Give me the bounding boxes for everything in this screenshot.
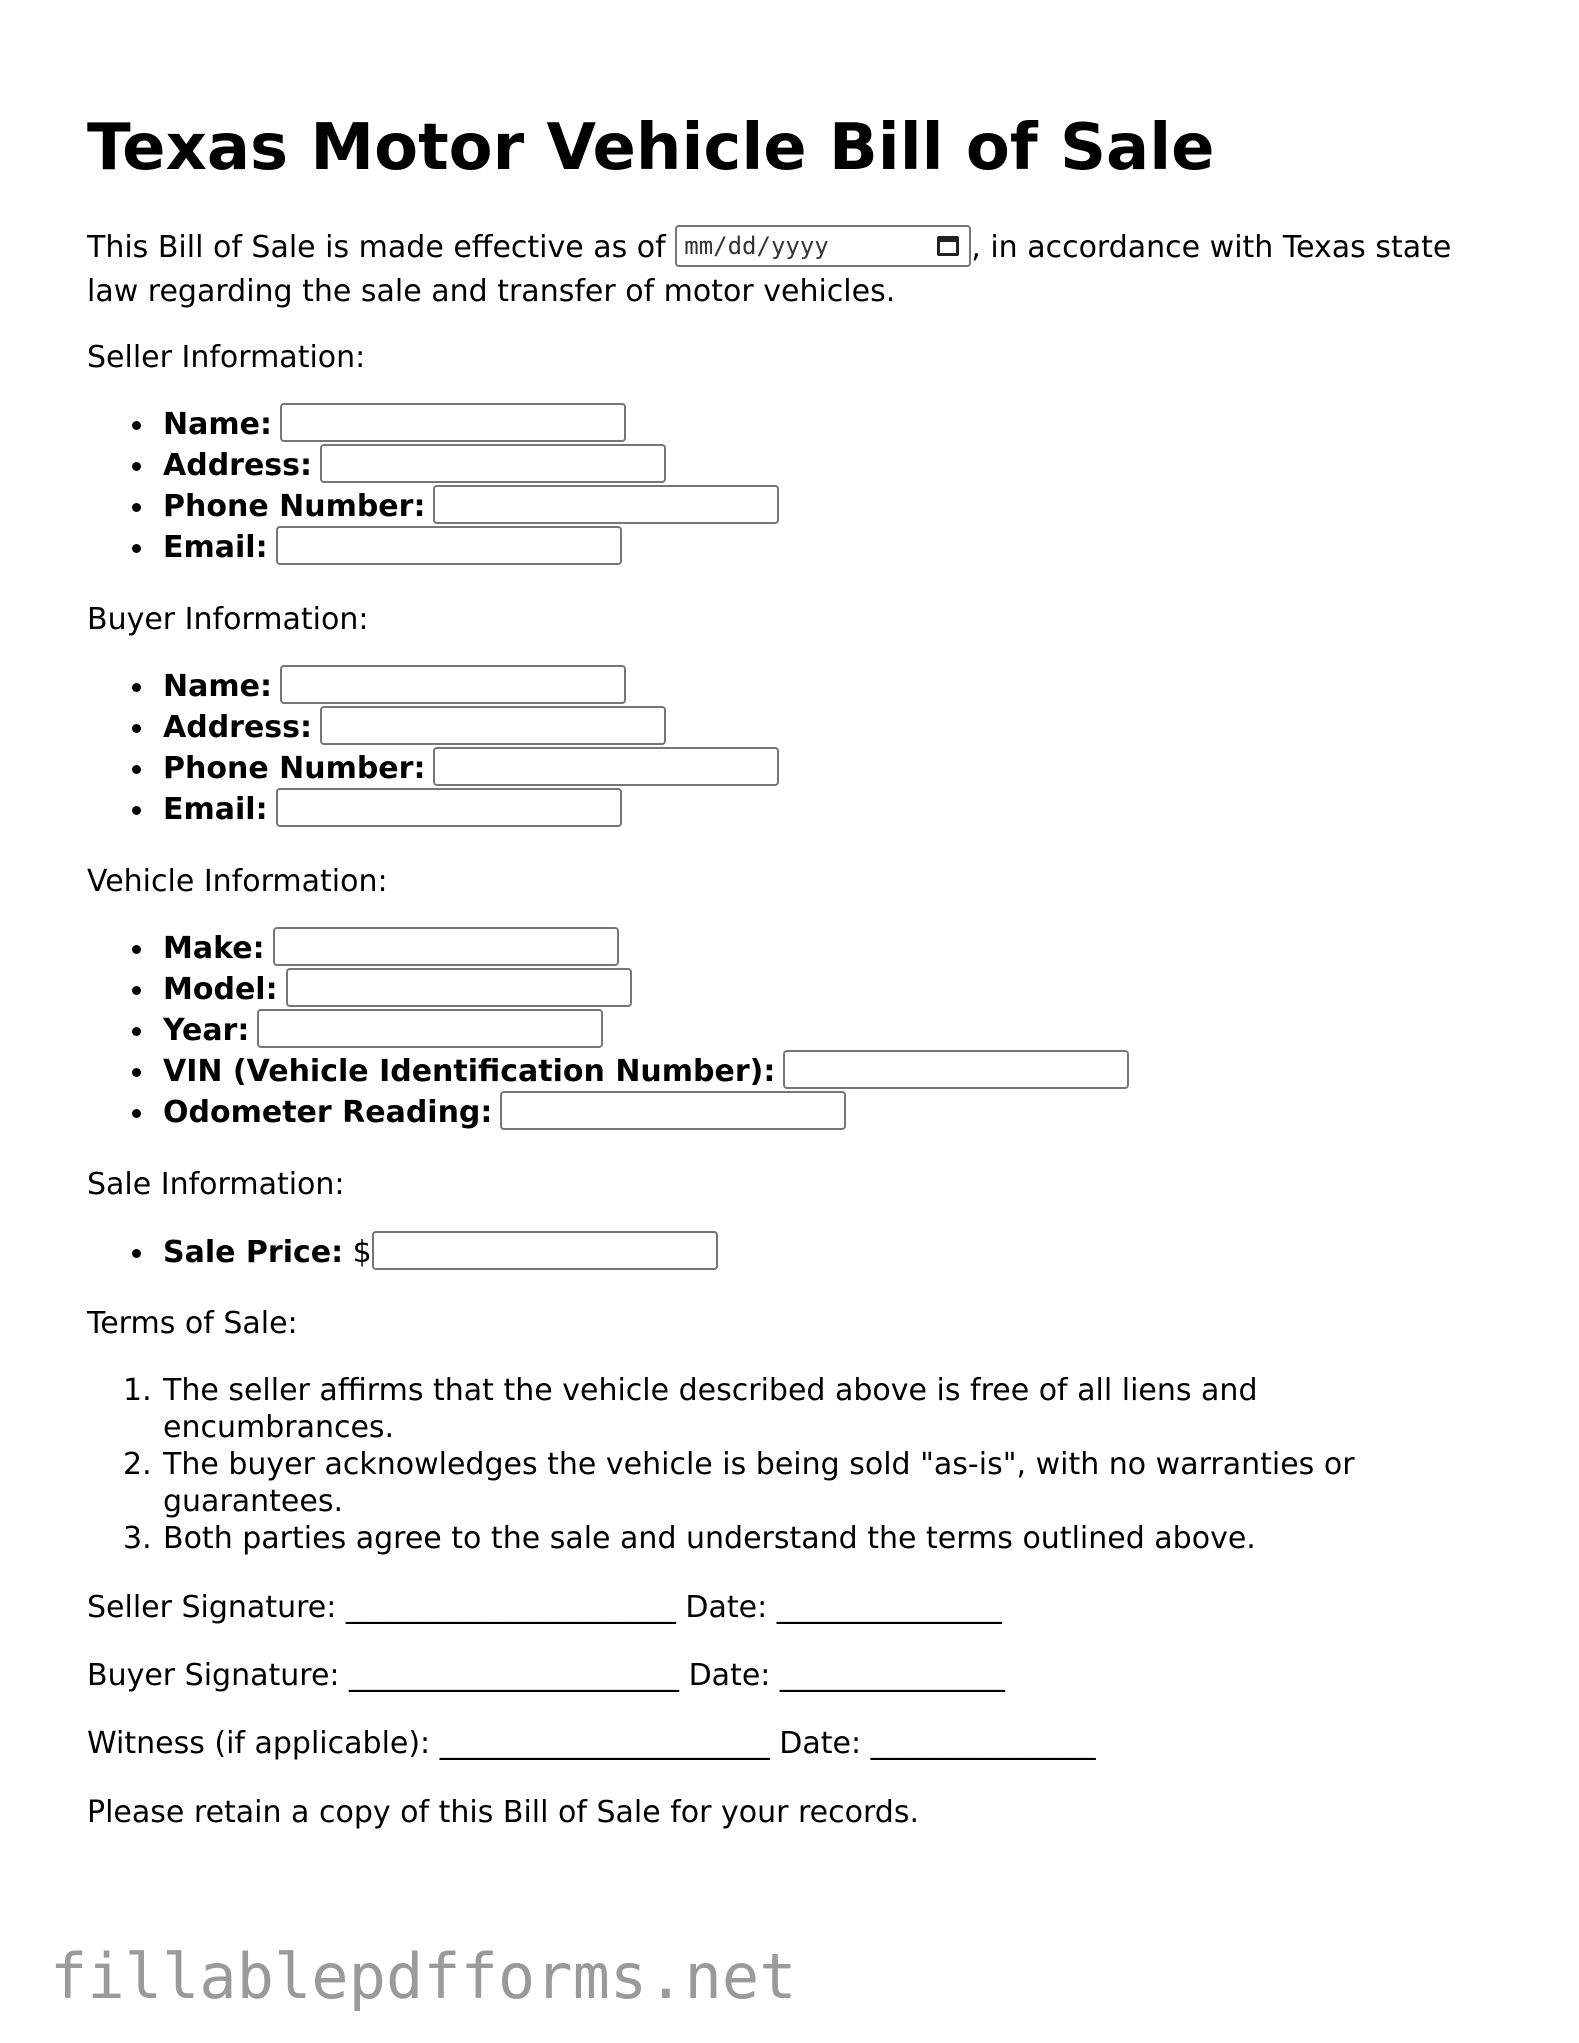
term-number: 1. <box>123 1373 152 1408</box>
sale-price-label: Sale Price: <box>163 1235 344 1270</box>
buyer-email-label: Email: <box>163 792 268 827</box>
buyer-name-label: Name: <box>163 669 272 704</box>
effective-date-input[interactable] <box>675 225 971 267</box>
buyer-address-label: Address: <box>163 710 313 745</box>
buyer-fields <box>163 666 779 830</box>
vehicle-model-item <box>163 969 1129 1010</box>
vehicle-model-input[interactable] <box>286 968 632 1007</box>
vehicle-heading: Vehicle Information: <box>87 864 388 899</box>
intro-paragraph <box>87 226 1507 314</box>
seller-signature-line: Seller Signature: ______________________ Date: _______________ <box>87 1590 1002 1625</box>
term-item <box>123 1446 1483 1520</box>
term-item <box>123 1520 1483 1557</box>
seller-email-input[interactable] <box>276 526 622 565</box>
calendar-icon[interactable] <box>937 236 959 256</box>
page-title: Texas Motor Vehicle Bill of Sale <box>87 111 1215 185</box>
watermark-text: fillablepdfforms.net <box>50 1940 797 2013</box>
vehicle-year-item <box>163 1010 1129 1051</box>
buyer-address-input[interactable] <box>320 706 666 745</box>
buyer-name-item <box>163 666 779 707</box>
term-text: Both parties agree to the sale and understand the terms outlined above. <box>163 1521 1256 1556</box>
sale-heading: Sale Information: <box>87 1167 345 1202</box>
term-item <box>123 1372 1483 1446</box>
vehicle-fields <box>163 928 1129 1133</box>
seller-email-label: Email: <box>163 530 268 565</box>
intro-text-before: This Bill of Sale is made effective as of <box>87 230 676 265</box>
vehicle-year-input[interactable] <box>257 1009 603 1048</box>
footer-note: Please retain a copy of this Bill of Sale for your records. <box>87 1795 919 1830</box>
buyer-name-input[interactable] <box>280 665 626 704</box>
terms-heading: Terms of Sale: <box>87 1306 298 1341</box>
vehicle-vin-item <box>163 1051 1129 1092</box>
witness-signature-line: Witness (if applicable): ______________________ Date: _______________ <box>87 1726 1096 1761</box>
seller-address-label: Address: <box>163 448 313 483</box>
terms-list <box>123 1372 1483 1557</box>
buyer-email-input[interactable] <box>276 788 622 827</box>
buyer-email-item <box>163 789 779 830</box>
sale-price-item <box>163 1232 718 1273</box>
seller-phone-input[interactable] <box>433 485 779 524</box>
date-placeholder: mm/dd/yyyy <box>684 231 829 260</box>
buyer-phone-label: Phone Number: <box>163 751 426 786</box>
term-text: The seller affirms that the vehicle described above is free of all liens and encumbrances. <box>163 1373 1258 1445</box>
seller-address-input[interactable] <box>320 444 666 483</box>
vehicle-year-label: Year: <box>163 1013 250 1048</box>
sale-fields <box>163 1232 718 1273</box>
seller-phone-label: Phone Number: <box>163 489 426 524</box>
vehicle-vin-input[interactable] <box>783 1050 1129 1089</box>
vehicle-odometer-input[interactable] <box>500 1091 846 1130</box>
vehicle-model-label: Model: <box>163 972 278 1007</box>
seller-email-item <box>163 527 779 568</box>
vehicle-odometer-label: Odometer Reading: <box>163 1095 493 1130</box>
term-number: 2. <box>123 1447 152 1482</box>
term-number: 3. <box>123 1521 152 1556</box>
buyer-phone-item <box>163 748 779 789</box>
vehicle-odometer-item <box>163 1092 1129 1133</box>
vehicle-make-label: Make: <box>163 931 265 966</box>
vehicle-make-input[interactable] <box>273 927 619 966</box>
seller-address-item <box>163 445 779 486</box>
seller-phone-item <box>163 486 779 527</box>
vehicle-make-item <box>163 928 1129 969</box>
seller-name-input[interactable] <box>280 403 626 442</box>
intro-text-after: , in accordance with Texas state law regarding the sale and transfer of motor vehicles. <box>87 230 1452 309</box>
term-text: The buyer acknowledges the vehicle is being sold "as-is", with no warranties or guarantees. <box>163 1447 1355 1519</box>
buyer-heading: Buyer Information: <box>87 602 369 637</box>
seller-heading: Seller Information: <box>87 340 366 375</box>
buyer-signature-line: Buyer Signature: ______________________ Date: _______________ <box>87 1658 1005 1693</box>
vehicle-vin-label: VIN (Vehicle Identification Number): <box>163 1054 776 1089</box>
seller-name-item <box>163 404 779 445</box>
seller-name-label: Name: <box>163 407 272 442</box>
seller-fields <box>163 404 779 568</box>
sale-price-input[interactable] <box>372 1231 718 1270</box>
buyer-phone-input[interactable] <box>433 747 779 786</box>
currency-symbol: $ <box>352 1235 372 1270</box>
buyer-address-item <box>163 707 779 748</box>
